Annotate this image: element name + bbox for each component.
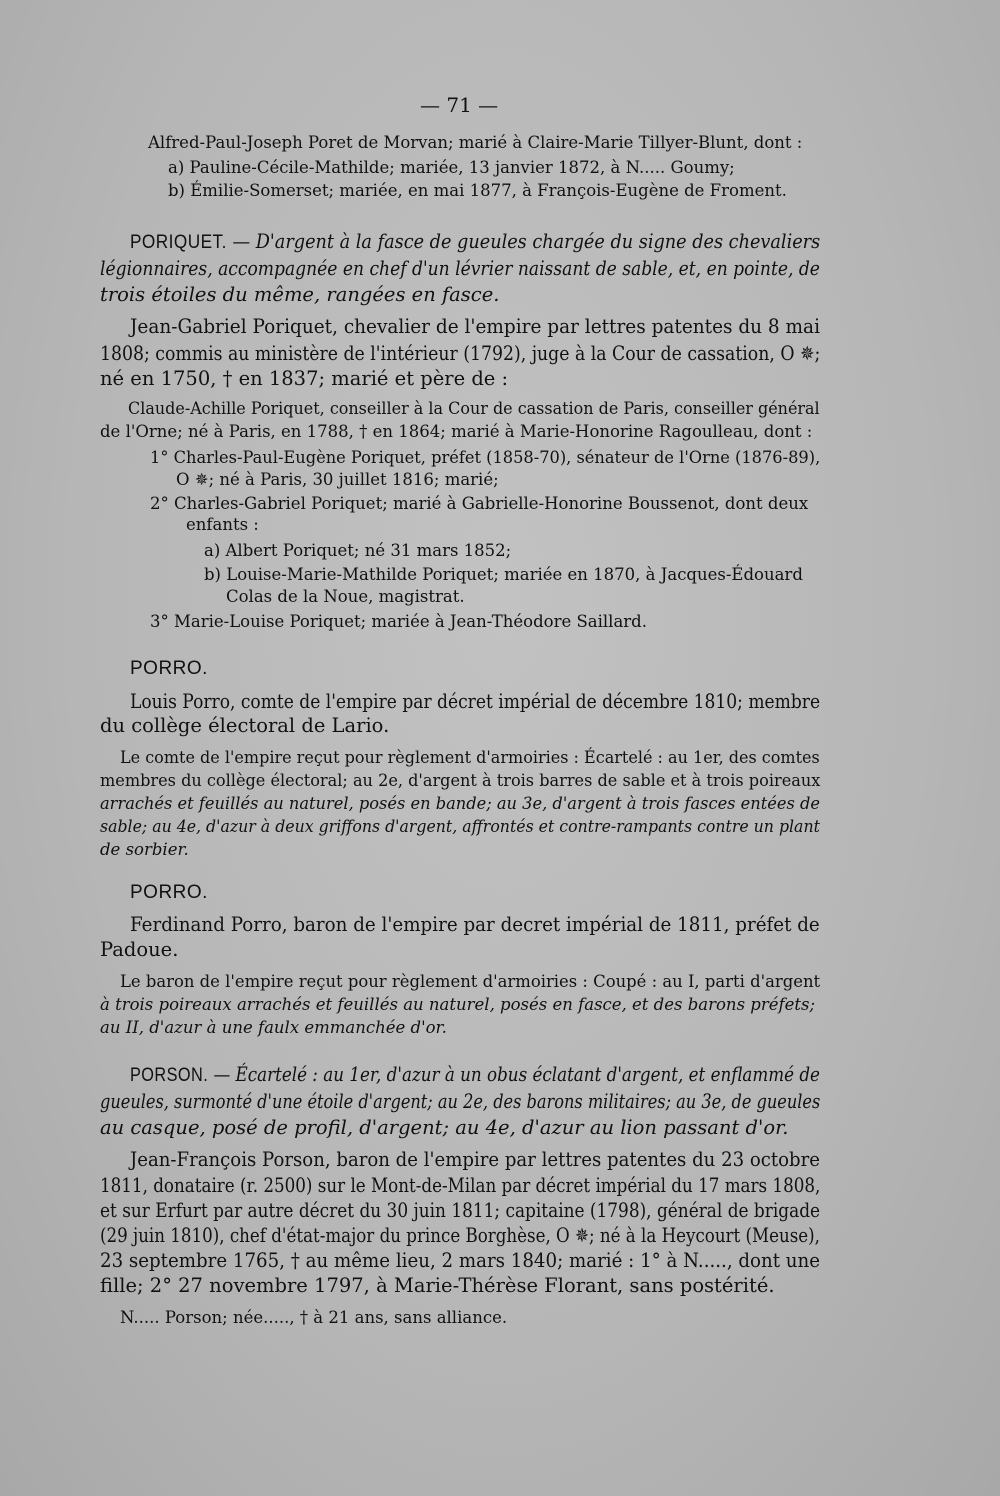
porson-arms-2: gueules, surmonté d'une étoile d'argent; au 2e, des barons militaires; au 3e, de gueules	[100, 1090, 821, 1113]
poret-child-a: a) Pauline-Cécile-Mathilde; mariée, 13 janvier 1872, à N..... Goumy;	[168, 158, 735, 177]
porson-jf-5: 23 septembre 1765, † au même lieu, 2 mars 1840; marié : 1° à N....., dont une	[100, 1249, 821, 1272]
porson-arms-1: — Écartelé : au 1er, d'azur à un obus éclatant d'argent, et enflammé de	[213, 1063, 820, 1086]
porson-jf-4: (29 juin 1810), chef d'état-major du prince Borghèse, O ✵; né à la Heycourt (Meuse),	[100, 1224, 820, 1247]
porro-2-line-1: Ferdinand Porro, baron de l'empire par decret impérial de 1811, préfet de	[130, 913, 820, 936]
poret-line-1: Alfred-Paul-Joseph Poret de Morvan; marié à Claire-Marie Tillyer-Blunt, dont :	[148, 133, 803, 152]
poriquet-arms-2: légionnaires, accompagnée en chef d'un lévrier naissant de sable, et, en pointe, de	[100, 257, 820, 280]
poriquet-arms-3: trois étoiles du même, rangées en fasce.	[100, 283, 500, 306]
porro-1-name: PORRO.	[130, 658, 208, 679]
porro-1-arms-5: de sorbier.	[100, 840, 189, 859]
poriquet-ca-1: Claude-Achille Poriquet, conseiller à la Cour de cassation de Paris, conseiller général	[128, 399, 820, 418]
porro-1-arms-4: sable; au 4e, d'azur à deux griffons d'argent, affrontés et contre-rampants contre un plant	[100, 817, 820, 836]
poriquet-child-2-line-2: enfants :	[186, 515, 259, 534]
poriquet-ca-2: de l'Orne; né à Paris, en 1788, † en 1864; marié à Marie-Honorine Ragoulleau, dont :	[100, 422, 813, 441]
poriquet-child-1-line-1: 1° Charles-Paul-Eugène Poriquet, préfet (1858-70), sénateur de l'Orne (1876-89),	[150, 448, 821, 467]
porson-jf-6: fille; 2° 27 novembre 1797, à Marie-Thérèse Florant, sans postérité.	[100, 1274, 775, 1297]
porro-2-line-2: Padoue.	[100, 938, 179, 961]
page-number: — 71 —	[420, 93, 499, 117]
porro-1-line-2: du collège électoral de Lario.	[100, 714, 390, 737]
porro-1-line-1: Louis Porro, comte de l'empire par décret impérial de décembre 1810; membre	[130, 690, 821, 713]
porson-entry-heading	[130, 1065, 820, 1085]
poret-child-b: b) Émilie-Somerset; mariée, en mai 1877, à François-Eugène de Froment.	[168, 181, 787, 200]
porro-2-arms-2: à trois poireaux arrachés et feuillés au naturel, posés en fasce, et des barons préfets;	[100, 995, 816, 1014]
poriquet-grandchild-a: a) Albert Poriquet; né 31 mars 1852;	[204, 541, 512, 560]
poriquet-grandchild-b-1: b) Louise-Marie-Mathilde Poriquet; mariée en 1870, à Jacques-Édouard	[204, 565, 803, 584]
poriquet-child-2-line-1: 2° Charles-Gabriel Poriquet; marié à Gabrielle-Honorine Boussenot, dont deux	[150, 494, 809, 513]
porson-jf-1: Jean-François Porson, baron de l'empire par lettres patentes du 23 octobre	[130, 1148, 820, 1171]
porro-1-arms-2: membres du collège électoral; au 2e, d'argent à trois barres de sable et à trois poireaux	[100, 771, 821, 790]
poriquet-jg-1: Jean-Gabriel Poriquet, chevalier de l'empire par lettres patentes du 8 mai	[130, 315, 820, 338]
porro-1-arms-1: Le comte de l'empire reçut pour règlement d'armoiries : Écartelé : au 1er, des comtes	[120, 748, 820, 767]
poriquet-child-3: 3° Marie-Louise Poriquet; mariée à Jean-Théodore Saillard.	[150, 612, 647, 631]
poriquet-jg-2: 1808; commis au ministère de l'intérieur (1792), juge à la Cour de cassation, O ✵;	[100, 342, 821, 365]
porson-arms-3: au casque, posé de profil, d'argent; au 4e, d'azur au lion passant d'or.	[100, 1116, 789, 1139]
porro-2-arms-3: au II, d'azur à une faulx emmanchée d'or.	[100, 1018, 447, 1037]
porson-jf-3: et sur Erfurt par autre décret du 30 juin 1811; capitaine (1798), général de brigade	[100, 1199, 821, 1222]
poriquet-name: PORIQUET.	[130, 232, 227, 253]
porson-name: PORSON.	[130, 1065, 209, 1086]
porson-daughter: N..... Porson; née....., † à 21 ans, sans alliance.	[120, 1308, 508, 1327]
poriquet-arms-1: — D'argent à la fasce de gueules chargée du signe des chevaliers	[232, 230, 821, 253]
porro-1-arms-3: arrachés et feuillés au naturel, posés en bande; au 3e, d'argent à trois fasces entées de	[100, 794, 820, 813]
porson-jf-2: 1811, donataire (r. 2500) sur le Mont-de-Milan par décret impérial du 17 mars 1808,	[100, 1174, 821, 1197]
poriquet-grandchild-b-2: Colas de la Noue, magistrat.	[226, 587, 465, 606]
poriquet-jg-3: né en 1750, † en 1837; marié et père de :	[100, 367, 509, 390]
poriquet-entry-heading	[130, 232, 820, 252]
poriquet-child-1-line-2: O ✵; né à Paris, 30 juillet 1816; marié;	[176, 470, 499, 489]
porro-2-name: PORRO.	[130, 882, 208, 903]
porro-2-arms-1: Le baron de l'empire reçut pour règlement d'armoiries : Coupé : au I, parti d'argent	[120, 972, 821, 991]
